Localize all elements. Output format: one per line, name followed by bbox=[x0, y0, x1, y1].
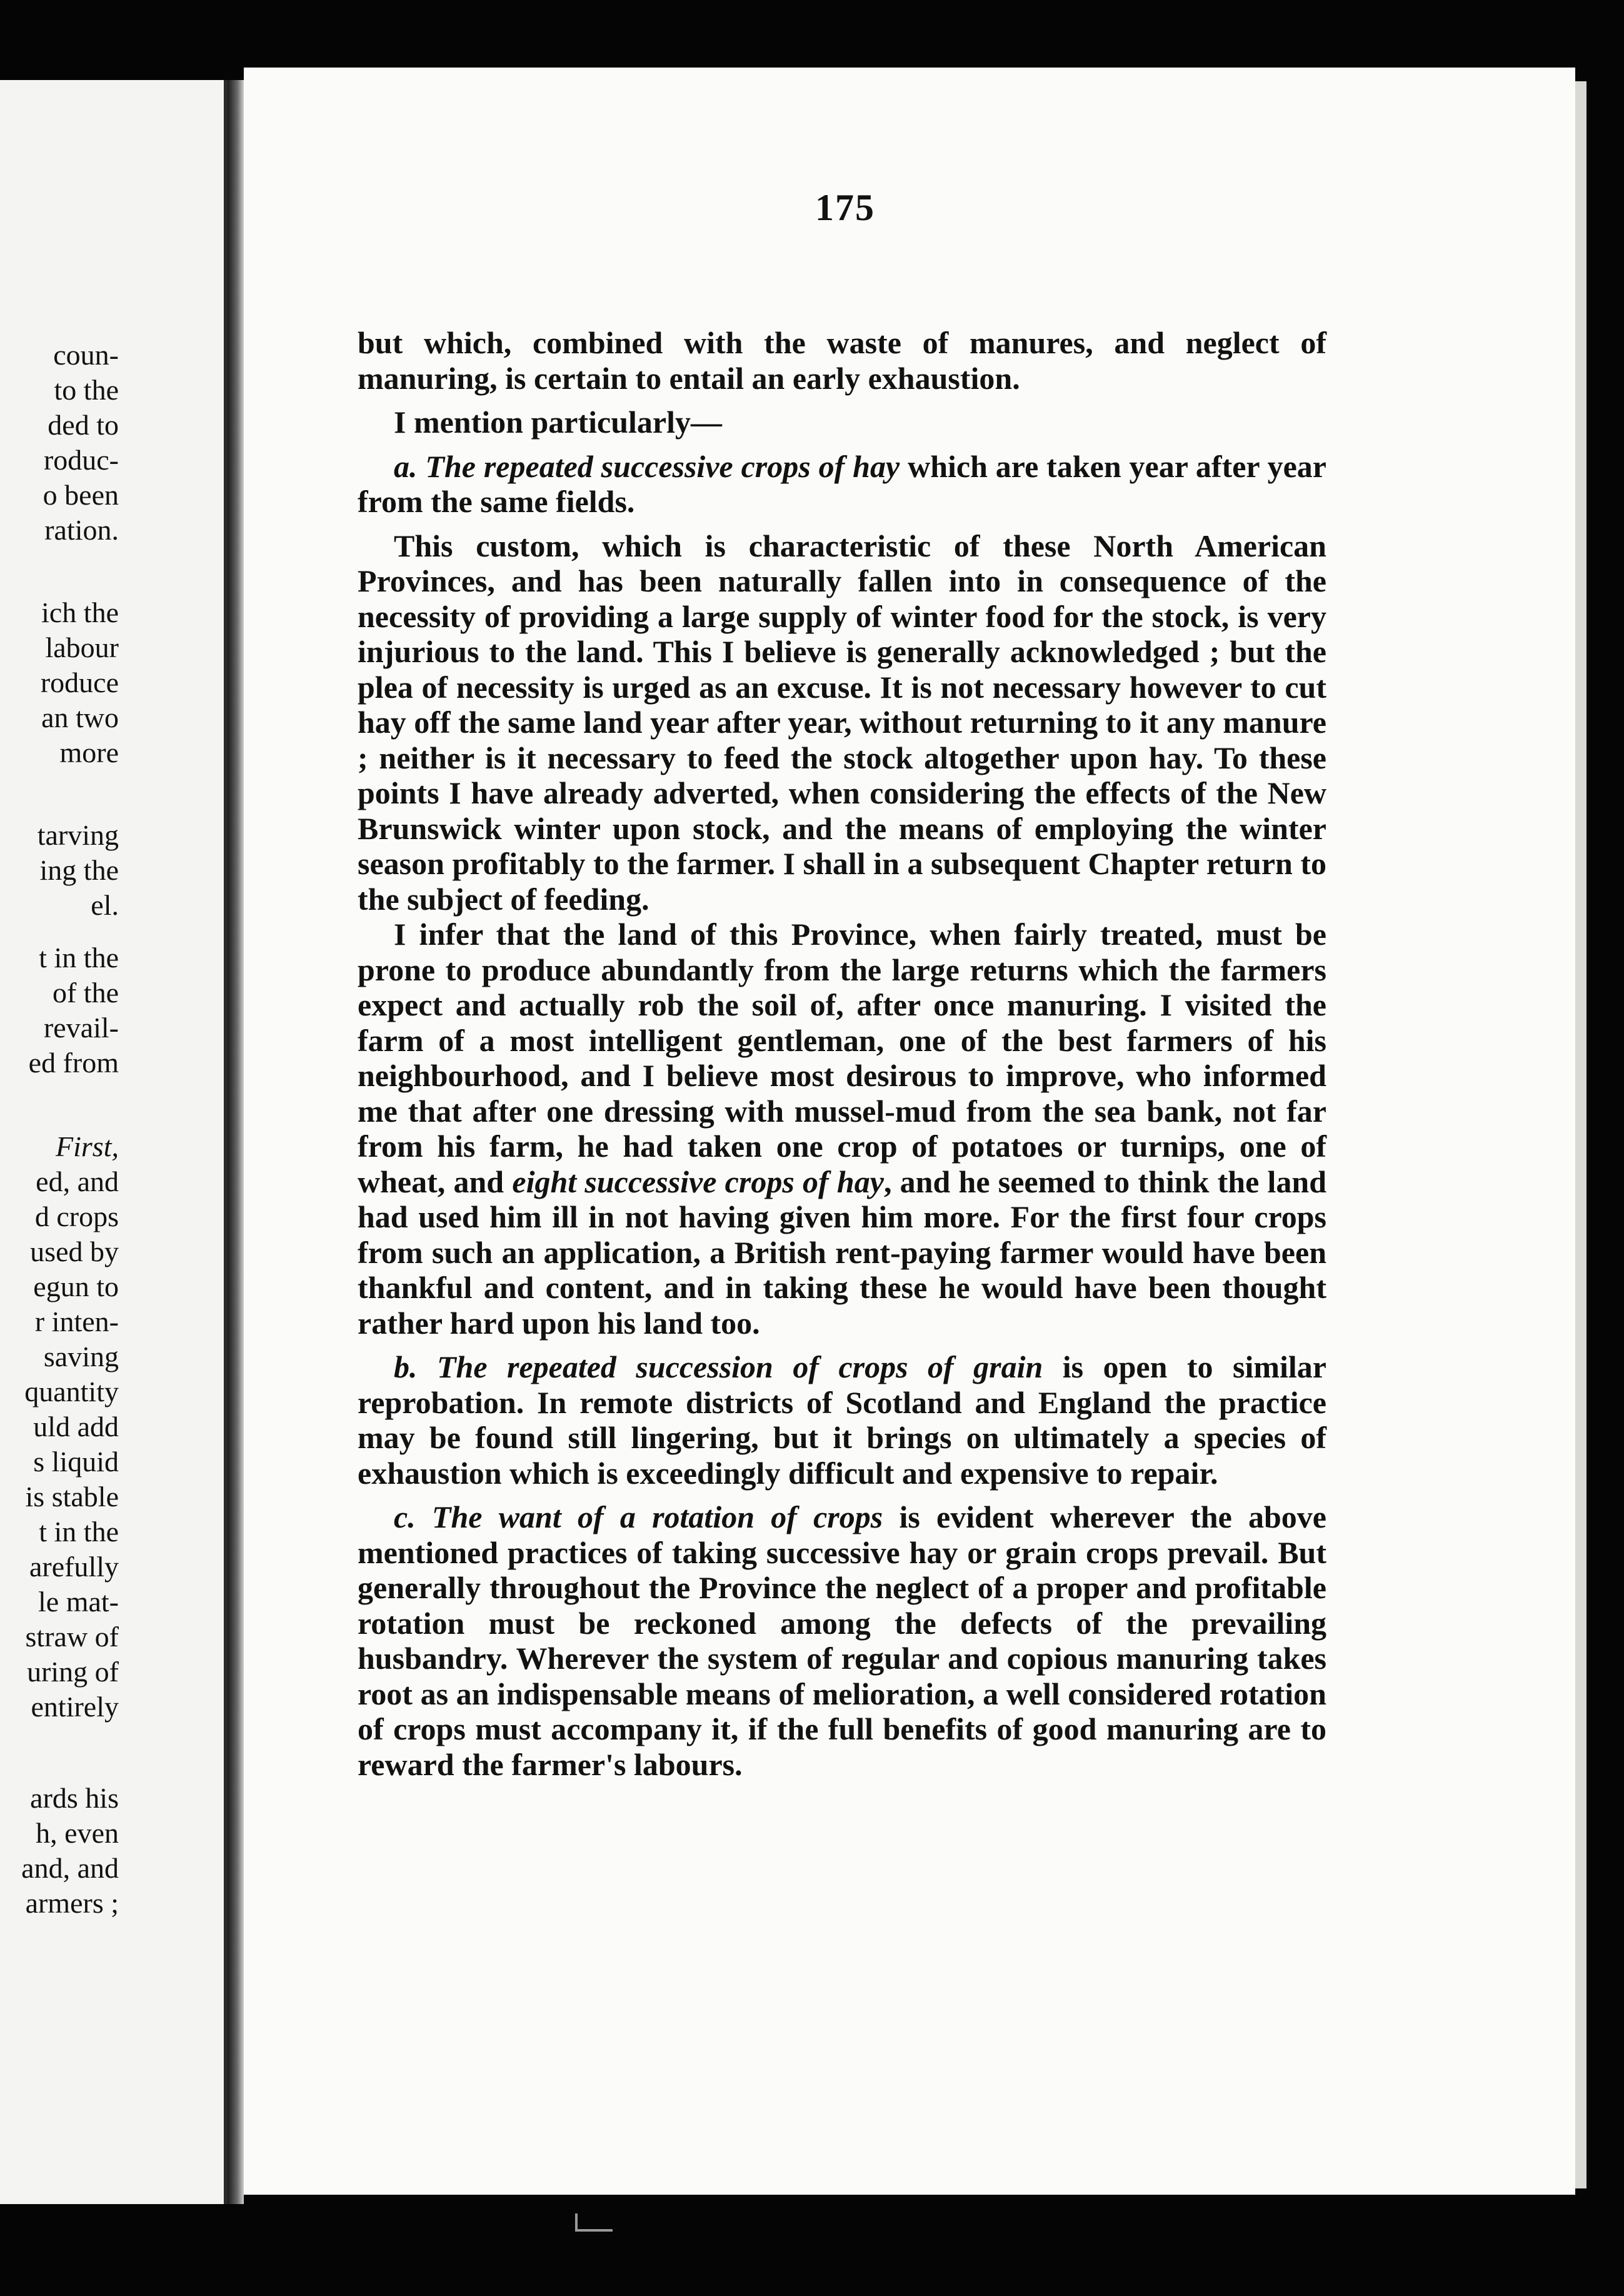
text-run: I mention particularly— bbox=[394, 405, 722, 440]
page-number: 175 bbox=[815, 187, 875, 228]
italic-phrase: c. The want of a rotation of crops bbox=[394, 1499, 883, 1534]
left-page-line: ed, and bbox=[36, 1166, 119, 1197]
paragraph-p3 bbox=[358, 449, 1326, 520]
text-run: I infer that the land of this Province, when fairly treated, must be prone to produce abundantly from the large returns which the farmers expect and actually rob the soil of, after once manuring. I visited the farm of a most intelligent gentleman, one of the best farmers of his neighbourhood, and I believe most desirous to improve, who informed me that after one dressing with mussel-mud from the sea bank, not far from his farm, he had taken one crop of potatoes or turnips, one of wheat, and bbox=[358, 917, 1326, 1199]
left-page-line: ed from bbox=[28, 1047, 119, 1079]
left-page-line: tarving bbox=[37, 819, 119, 851]
text-run: is evident wherever the above mentioned practices of taking successive hay or grain crops prevail. But generally throughout the Province the neglect of a proper and profitable rotation must be reckoned among the defects of the prevailing husbandry. Wherever the system of regular and copious manuring takes root as an indispensable means of melioration, a well considered rotation of crops must accompany it, if the full benefits of good manuring are to reward the farmer's labours. bbox=[358, 1499, 1326, 1782]
left-page-line: and, and bbox=[21, 1852, 119, 1884]
scan-mark bbox=[575, 2213, 578, 2231]
text-run: This custom, which is characteristic of these North American Provinces, and has been naturally fallen into in consequence of the necessity of providing a large supply of winter food for the stock, is very injurious to the land. This I believe is generally acknowledged ; but the plea of necessity is urged as an excuse. It is not necessary however to cut hay off the same land year after year, without returning to it any manure ; neither is it necessary to feed the stock altogether upon hay. To these points I have already adverted, when considering the effects of the New Brunswick winter upon stock, and the means of employing the winter season profitably to the farmer. I shall in a subsequent Chapter return to the subject of feeding. bbox=[358, 528, 1326, 917]
left-page-line: coun- bbox=[53, 339, 119, 371]
left-page-line: uld add bbox=[33, 1411, 119, 1443]
left-page-line: uring of bbox=[27, 1656, 119, 1688]
left-page-line: arefully bbox=[29, 1551, 119, 1583]
left-page-line: r inten- bbox=[34, 1306, 119, 1337]
page-edge bbox=[1575, 81, 1586, 2188]
paragraph-p1 bbox=[358, 325, 1326, 396]
left-page-line: ing the bbox=[39, 854, 119, 886]
paragraph-p5 bbox=[358, 917, 1326, 1341]
left-page-line: ich the bbox=[41, 597, 119, 628]
left-page-line: First, bbox=[56, 1130, 119, 1162]
left-page-line: straw of bbox=[25, 1621, 119, 1653]
left-page-line: ded to bbox=[48, 409, 119, 441]
left-page-line: ards his bbox=[30, 1782, 119, 1814]
left-page-line: of the bbox=[52, 977, 119, 1009]
text-run: , and he seemed to think the land had used him ill in not having given him more. For the first four crops from such an application, a British rent-paying farmer would have been thankful and content, and in taking these he would have been thought rather hard upon his land too. bbox=[358, 1164, 1327, 1341]
left-page-line: t in the bbox=[39, 942, 119, 974]
text-run: which are taken year after year from the same fields. bbox=[358, 448, 1326, 519]
left-page-line: roduc- bbox=[43, 444, 119, 476]
left-page-line: s liquid bbox=[33, 1446, 119, 1478]
text-run: but which, combined with the waste of manures, and neglect of manuring, is certain to entail an early exhaustion. bbox=[358, 325, 1326, 396]
left-page bbox=[0, 80, 228, 2204]
left-page-line: an two bbox=[41, 702, 119, 733]
paragraph-p4 bbox=[358, 528, 1326, 917]
left-page-line: el. bbox=[91, 889, 119, 921]
paragraph-p6 bbox=[358, 1349, 1326, 1491]
text-run: is open to similar reprobation. In remote districts of Scotland and England the practice may be found still lingering, but it brings on ultimately a species of exhaustion which is exceedingly difficult and expensive to repair. bbox=[358, 1349, 1326, 1491]
left-page-line: entirely bbox=[31, 1691, 119, 1723]
left-page-line: saving bbox=[43, 1341, 119, 1372]
left-page-line: is stable bbox=[25, 1481, 119, 1513]
book-gutter bbox=[228, 80, 244, 2204]
left-page-line: egun to bbox=[33, 1271, 119, 1302]
body-text bbox=[358, 325, 1326, 1782]
left-page-line: o been bbox=[43, 479, 119, 511]
scan-mark bbox=[575, 2229, 613, 2232]
left-page-line: t in the bbox=[39, 1516, 119, 1548]
left-page-line: labour bbox=[45, 632, 119, 663]
left-page-line: armers ; bbox=[25, 1887, 119, 1919]
left-page-line: used by bbox=[30, 1236, 119, 1267]
left-page-line: ration. bbox=[44, 514, 119, 546]
left-page-line: quantity bbox=[24, 1376, 119, 1407]
paragraph-p7 bbox=[358, 1499, 1326, 1782]
italic-phrase: b. The repeated succession of crops of grain bbox=[394, 1349, 1043, 1384]
italic-phrase: eight successive crops of hay bbox=[512, 1164, 884, 1199]
left-page-line: roduce bbox=[40, 667, 119, 698]
left-page-line: to the bbox=[54, 374, 119, 406]
left-page-line: d crops bbox=[34, 1201, 119, 1232]
left-page-line: more bbox=[59, 737, 119, 768]
left-page-line: h, even bbox=[36, 1817, 119, 1849]
italic-phrase: a. The repeated successive crops of hay bbox=[394, 448, 900, 484]
paragraph-p2 bbox=[358, 405, 1326, 440]
left-page-line: revail- bbox=[43, 1012, 119, 1044]
left-page-line: le mat- bbox=[38, 1586, 119, 1618]
